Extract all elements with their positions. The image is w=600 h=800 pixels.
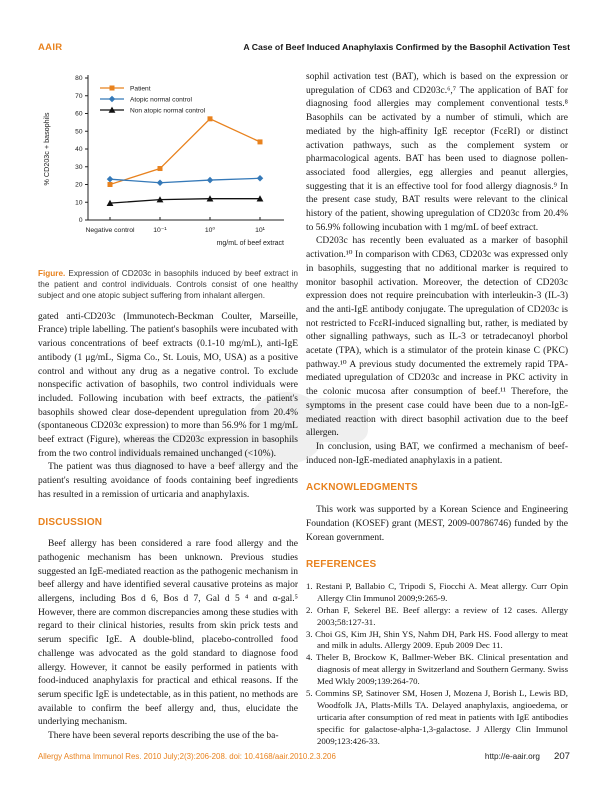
body-paragraph: In conclusion, using BAT, we confirmed a mechanism of beef-induced non-IgE-mediated anaphylaxis in a patient. [306,441,568,466]
svg-text:0: 0 [78,217,83,225]
acknowledgments-heading: ACKNOWLEDGMENTS [306,482,418,494]
discussion-heading: DISCUSSION [38,516,103,528]
journal-url: http://e-aair.org [484,752,540,761]
svg-text:70: 70 [75,92,83,100]
reference-item: 1. Restani P, Ballabio C, Tripodi S, Fiocchi A. Meat allergy. Curr Opin Allergy Clin Immunol 2009;9:265-9. [306,580,568,603]
figure-block [38,70,298,302]
page-header [38,42,570,53]
figure-caption-text: Expression of CD203c in basophils induced by beef extract in the patient and control individuals. Controls consist of one healthy subject and one atopic subject suffering from inhalant allergen. [38,269,298,300]
figure-chart [38,70,298,264]
page-number: 207 [553,751,570,762]
body-paragraph: CD203c has recently been evaluated as a marker of basophil activation.¹⁰ In comparison with CD63, CD203c was expressed only in basophils, suggesting that no additional marker is required to monitor basophil activation. Moreover, the detection of CD203c expression does not require preincubation with interleukin-3 (IL-3) and the anti-IgE antibody conjugate. The upregulation of CD203c is not restricted to FcεRI-induced signalling but, rather, is mediated by other signalling pathways, such as IL-3 or tetradecanoyl phorbol acetate (TPA), which is a stimulator of the protein kinase C (PKC) pathway.¹⁰ A previous study documented the extremely rapid TPA-mediated upregulation of CD203c and increase in PKC activity in the colonic mucosa after consumption of beef.¹¹ Therefore, the symptoms in the present case could have been due to a non-IgE-mediated reaction with direct basophil activation due to the beef allergen. [306,236,568,439]
body-paragraph: gated anti-CD203c (Immunotech-Beckman Coulter, Marseille, France) triple labelling. The patient's basophils were incubated with various concentrations of beef extracts (0.1-10 mg/mL), anti-IgE antibody (1 μg/mL, Sigma Co., St. Louis, MO, USA) as a positive control and without any drug as a negative control. To exclude nonspecific activation of basophils, two control individuals were included. Following incubation with beef extracts, the patient's basophils showed clear dose-dependent upregulation from 20.4% (spontaneous CD203c expression) to more than 56.9% for 1 mg/mL beef extract (Figure), whereas the CD203c expression in basophils from the two control individuals remained unchanged (<10%). [38,311,298,459]
reference-item: 5. Commins SP, Satinover SM, Hosen J, Mozena J, Borish L, Lewis BD, Woodfolk JA, Platts-Mills TA. Delayed anaphylaxis, angioedema, or urticaria after consumption of red meat in patients with IgE antibodies specific for galactose-alpha-1,3-galactose. J Allergy Clin Immunol 2009;123:426-33. [306,688,568,746]
svg-text:Patient: Patient [130,85,151,93]
svg-text:Negative control: Negative control [85,227,135,234]
body-paragraph: There have been several reports describing the use of the ba- [48,731,279,742]
svg-text:Non atopic normal control: Non atopic normal control [130,107,206,115]
right-column [306,71,568,748]
svg-text:mg/mL of beef extract: mg/mL of beef extract [216,240,284,247]
svg-text:80: 80 [75,75,83,83]
svg-text:30: 30 [75,163,83,171]
svg-text:10⁰: 10⁰ [204,227,216,234]
references-heading: REFERENCES [306,559,377,571]
footer-right [485,751,570,762]
reference-item: 3. Choi GS, Kim JH, Shin YS, Nahm DH, Park HS. Food allergy to meat and milk in adults. Allergy 2009. Epub 2009 Dec 11. [306,628,568,651]
svg-text:% CD203c + basophils: % CD203c + basophils [42,112,51,186]
svg-text:20: 20 [75,181,83,189]
svg-text:10¹: 10¹ [255,227,265,234]
svg-text:60: 60 [75,110,83,118]
left-column [38,70,298,744]
footer-citation: Allergy Asthma Immunol Res. 2010 July;2(3):206-208. doi: 10.4168/aair.2010.2.3.206 [38,752,336,761]
svg-text:Atopic normal control: Atopic normal control [130,96,192,104]
running-title: A Case of Beef Induced Anaphylaxis Confirmed by the Basophil Activation Test [243,42,570,52]
body-paragraph: sophil activation test (BAT), which is based on the expression or upregulation of CD63 and CD203c.⁶,⁷ The application of BAT for diagnosing food allergies may complement conventional tests.⁸ Basophils can be activated by a number of stimuli, which are mediated by the high-affinity IgE receptor (FcεRI) or distinct activation pathways, such as the complement system or pharmacological agents. BAT has been used to diagnose pollen-associated food allergies, egg allergies and peanut allergies, suggesting that it is an effective tool for food allergy diagnosis.⁹ In the present case study, BAT results were relevant to the clinical history of the patient, showing upregulation of CD203c from 20.4% to 56.9% following incubation with 1 mg/mL of beef extract. [306,72,568,233]
page-footer [38,751,570,762]
figure-caption [38,269,298,302]
reference-item: 2. Orhan F, Sekerel BE. Beef allergy: a review of 12 cases. Allergy 2003;58:127-31. [306,604,568,627]
figure-label: Figure. [38,269,66,278]
svg-text:10: 10 [75,199,83,207]
acknowledgments-text: This work was supported by a Korean Science and Engineering Foundation (KOSEF) grant (MEST, 2009-00786746) funded by the Korean government. [306,505,568,543]
references-list [306,581,568,748]
svg-text:40: 40 [75,146,83,154]
body-paragraph: The patient was thus diagnosed to have a beef allergy and the patient's resulting avoidance of foods containing beef ingredients has resulted in a remission of urticaria and anaphylaxis. [38,462,298,500]
reference-item: 4. Theler B, Brockow K, Ballmer-Weber BK. Clinical presentation and diagnosis of meat allergy in Switzerland and Southern Germany. Swiss Med Wkly 2009;139:264-70. [306,652,568,687]
svg-text:10⁻¹: 10⁻¹ [153,227,167,234]
journal-abbreviation: AAIR [38,42,63,53]
body-paragraph: Beef allergy has been considered a rare food allergy and the pathogenic mechanism has been unknown. Previous studies suggested an IgE-mediated reaction as the pathogenic mechanism in beef allergy and have identified several causative proteins as major allergens, including Bos d 6, Bos d 7, Gal d 5 ⁴ and α-gal.⁵ However, there are common discrepancies among these studies with regard to their clinical histories, results from skin prick tests and serum specific IgE. A double-blind, placebo-controlled food challenge was advocated as the gold standard to diagnose food allergy. However, it cannot be easily performed in patients with food-induced anaphylaxis for practical and ethical reasons. If the serum specific IgE is undetectable, as in this patient, no methods are available to confirm the beef allergy and, thus, elucidate the underlying mechanism. [38,539,298,728]
svg-text:50: 50 [75,128,83,136]
